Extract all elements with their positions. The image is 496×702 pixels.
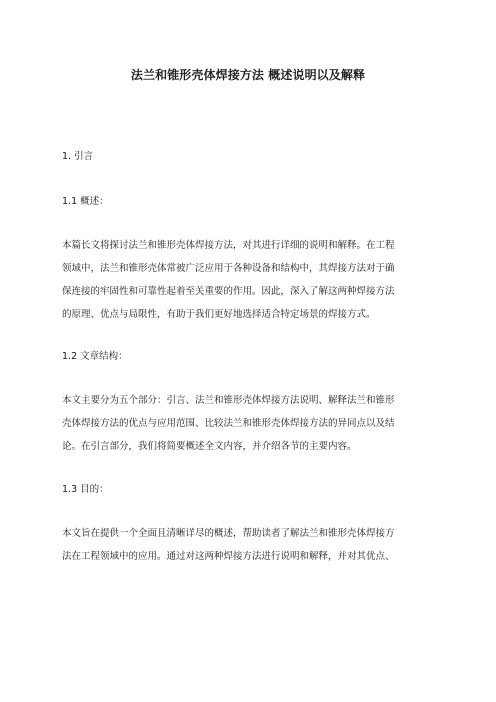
paragraph-line: 领域中，法兰和锥形壳体常被广泛应用于各种设备和结构中，其焊接方法对于确	[62, 263, 395, 274]
section-heading-overview: 1.1 概述：	[62, 196, 109, 207]
paragraph-structure	[62, 389, 434, 458]
paragraph-line: 本文主要分为五个部分：引言、法兰和锥形壳体焊接方法说明、解释法兰和锥形	[62, 395, 395, 406]
paragraph-purpose	[62, 522, 434, 568]
document-title: 法兰和锥形壳体焊接方法 概述说明以及解释	[130, 68, 366, 82]
paragraph-line: 壳体焊接方法的优点与应用范围、比较法兰和锥形壳体焊接方法的异同点以及结	[62, 418, 395, 429]
paragraph-line: 本文旨在提供一个全面且清晰详尽的概述，帮助读者了解法兰和锥形壳体焊接方	[62, 528, 395, 539]
section-heading-purpose: 1.3 目的：	[62, 484, 109, 495]
paragraph-line: 保连接的牢固性和可靠性起着至关重要的作用。因此，深入了解这两种焊接方法	[62, 286, 395, 297]
paragraph-overview	[62, 234, 434, 326]
paragraph-line: 论。在引言部分，我们将简要概述全文内容，并介绍各节的主要内容。	[62, 441, 357, 452]
section-heading-structure: 1.2 文章结构：	[62, 351, 128, 362]
paragraph-line: 本篇长文将探讨法兰和锥形壳体焊接方法，对其进行详细的说明和解释。在工程	[62, 240, 395, 251]
paragraph-line: 的原理、优点与局限性，有助于我们更好地选择适合特定场景的焊接方式。	[62, 309, 376, 320]
section-heading-introduction: 1. 引言	[62, 151, 94, 162]
paragraph-line: 法在工程领域中的应用。通过对这两种焊接方法进行说明和解释，并对其优点、	[62, 551, 395, 562]
